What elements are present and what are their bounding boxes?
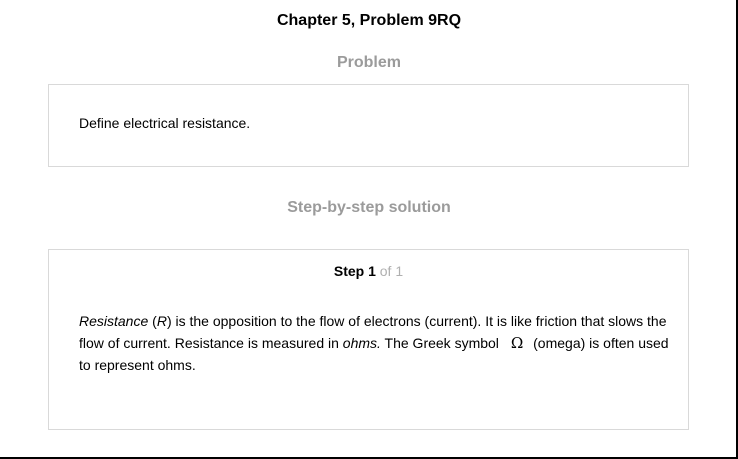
solution-open-paren: ( (148, 313, 157, 329)
ohms-unit: ohms. (342, 335, 381, 351)
step-total: of 1 (379, 263, 404, 279)
resistance-symbol: R (156, 313, 167, 329)
solution-text (79, 310, 669, 376)
step-label (49, 263, 688, 279)
step-box (48, 249, 689, 430)
solution-text-part-3: (omega) is often used to represent ohms. (79, 335, 669, 373)
chapter-title: Chapter 5, Problem 9RQ (276, 12, 462, 29)
solution-heading: Step-by-step solution (287, 199, 451, 216)
step-number: Step 1 (333, 263, 376, 279)
solution-text-part-2: The Greek symbol (380, 335, 503, 351)
problem-text: Define electrical resistance. (79, 115, 251, 131)
problem-box (48, 84, 689, 167)
solution-text-part-1: ) is the opposition to the flow of electrons (current). It is like friction that slows the flow of current. Resistance is measured in (79, 313, 667, 351)
problem-heading: Problem (336, 54, 401, 71)
resistance-term: Resistance (79, 313, 149, 329)
omega-symbol: Ω (510, 334, 524, 352)
